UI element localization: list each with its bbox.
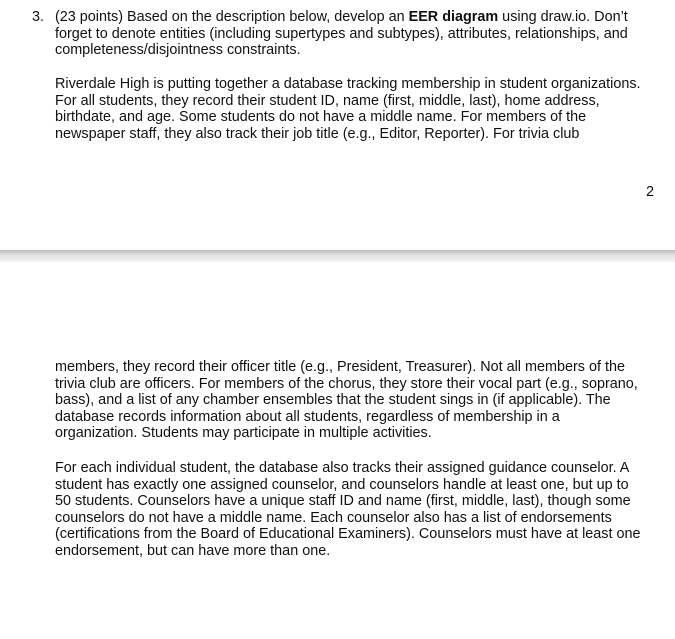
p1-line: For all students, they record their student ID, name (first, middle, last), home address, [55, 92, 600, 109]
p3-line: counselors do not have a middle name. Each counselor also has a list of endorsements [55, 509, 612, 526]
question-intro [55, 9, 665, 59]
description-paragraph-continued [55, 359, 665, 442]
document-page-bottom [0, 262, 675, 639]
p1-line: Riverdale High is putting together a database tracking membership in student organizations. [55, 76, 641, 92]
p3-line: For each individual student, the database also tracks their assigned guidance counselor. A [55, 460, 630, 476]
p2-line: bass), and a list of any chamber ensembles that the student sings in (if applicable). The [55, 392, 611, 408]
intro-line-1-pre: (23 points) Based on the description below, develop an [55, 9, 409, 25]
page-separator [0, 250, 675, 262]
p2-line: organization. Students may participate in multiple activities. [55, 425, 432, 441]
intro-line-3: completeness/disjointness constraints. [55, 42, 301, 58]
question-number: 3. [32, 9, 45, 25]
intro-line-2: forget to denote entities (including supertypes and subtypes), attributes, relationships, and [55, 25, 628, 42]
description-paragraph-1 [55, 76, 665, 142]
intro-line-1-bold: EER diagram [408, 9, 499, 25]
p3-line: 50 students. Counselors have a unique staff ID and name (first, middle, last), though some [55, 493, 631, 509]
page-number: 2 [646, 184, 655, 200]
document-page-top [0, 0, 675, 250]
intro-line-1-post: using draw.io. Don’t [498, 9, 628, 25]
p2-line: database records information about all students, regardless of membership in a [55, 408, 560, 425]
p3-line: (certifications from the Board of Educational Examiners). Counselors must have at least one [55, 526, 641, 542]
p1-line: newspaper staff, they also track their job title (e.g., Editor, Reporter). For trivia club [55, 125, 580, 142]
p3-line: student has exactly one assigned counselor, and counselors handle at least one, but up to [55, 476, 629, 493]
description-paragraph-counselor [55, 460, 665, 559]
p1-line: birthdate, and age. Some students do not have a middle name. For members of the [55, 109, 587, 125]
p2-line: trivia club are officers. For members of the chorus, they store their vocal part (e.g., soprano, [55, 375, 638, 392]
p2-line: members, they record their officer title (e.g., President, Treasurer). Not all members of the [55, 359, 625, 375]
p3-line: endorsement, but can have more than one. [55, 542, 331, 559]
intro-line-1 [55, 9, 665, 26]
